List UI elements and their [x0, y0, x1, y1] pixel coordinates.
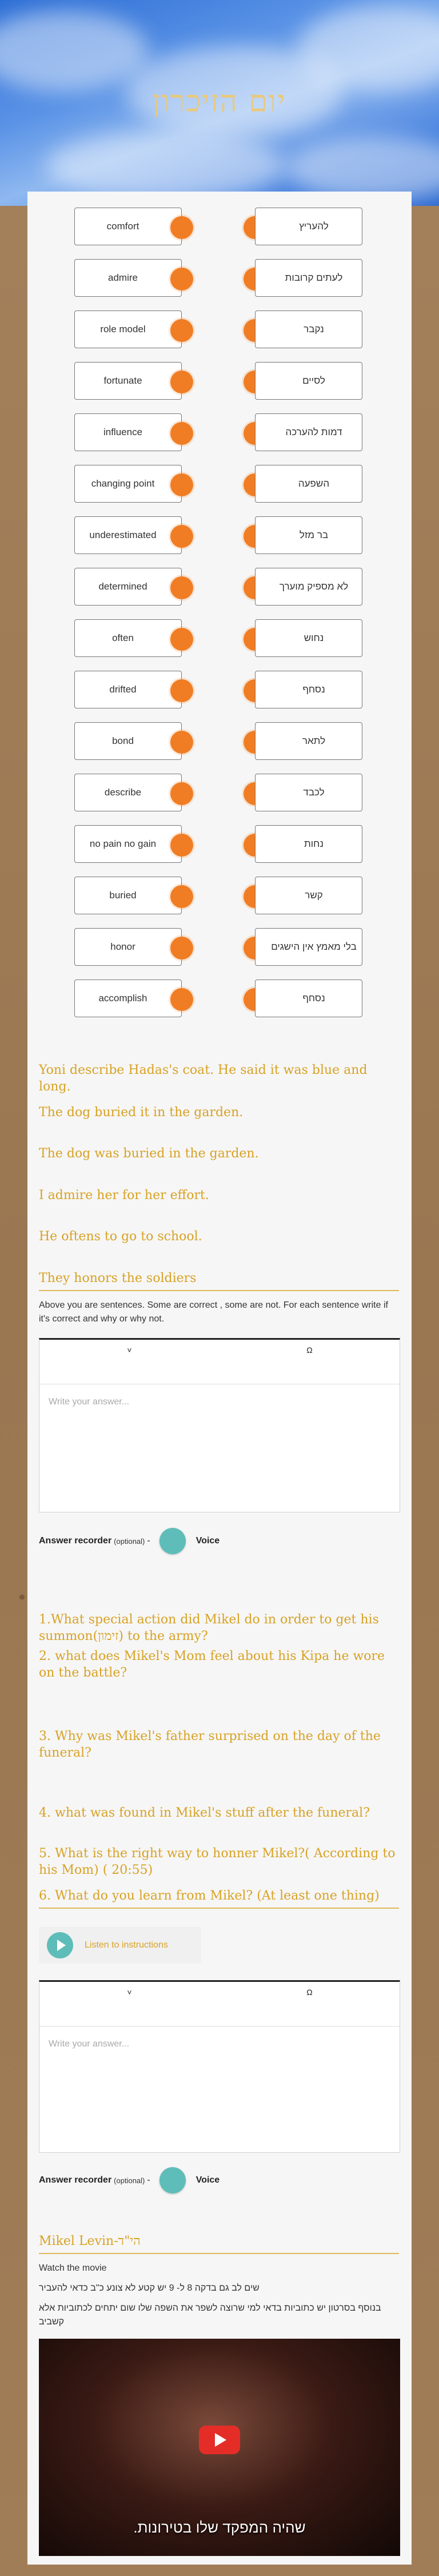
match-term-en[interactable]: admire [74, 259, 182, 297]
match-term-en[interactable]: bond [74, 722, 182, 760]
question-1: 1.What special action did Mikel do in order to get his summon(זימון) to the army? [39, 1613, 379, 1643]
match-term-en[interactable]: fortunate [74, 362, 182, 400]
match-term-he[interactable]: לעתים קרובות [255, 259, 362, 297]
sentence-3: The dog was buried in the garden. [39, 1146, 259, 1161]
answer-placeholder[interactable]: Write your answer... [49, 2039, 130, 2049]
match-term-en[interactable]: no pain no gain [74, 825, 182, 863]
match-term-en[interactable]: describe [74, 774, 182, 811]
voice-record-button[interactable] [159, 2167, 186, 2193]
answer-recorder-1: Answer recorder (optional) - Voice [39, 1528, 220, 1554]
match-term-he[interactable]: נחוש [255, 619, 362, 657]
sentence-2: The dog buried it in the garden. [39, 1105, 244, 1120]
match-row [27, 980, 412, 1021]
connector-dot-left[interactable] [170, 885, 193, 908]
match-row [27, 671, 412, 712]
sentence-5: He oftens to go to school. [39, 1229, 202, 1244]
movie-heading: Mikel Levin-הי"ד [39, 2233, 399, 2254]
voice-label: Voice [195, 1536, 220, 1546]
listen-instructions[interactable]: Listen to instructions [39, 1927, 201, 1964]
connector-dot-left[interactable] [170, 371, 193, 393]
movie-line-1: Watch the movie [39, 2263, 107, 2273]
match-row [27, 413, 412, 455]
movie-line-2: שים לב גם בדקה 8 ל- 9 יש קטע לא צונע כ"ב כדאי להעביר [39, 2283, 260, 2293]
match-term-he[interactable]: נחות [255, 825, 362, 863]
worksheet-card [27, 192, 412, 2565]
answer-placeholder[interactable]: Write your answer... [49, 1397, 130, 1407]
omega-icon[interactable]: Ω [306, 1988, 313, 1997]
match-row [27, 722, 412, 763]
editor-toolbar [39, 1340, 400, 1384]
match-term-en[interactable]: influence [74, 413, 182, 451]
video-player[interactable] [39, 2339, 400, 2556]
question-3: 3. Why was Mikel's father surprised on the day of the funeral? [39, 1729, 381, 1760]
match-term-he[interactable]: להעריץ [255, 208, 362, 245]
answer-box-2[interactable] [39, 1980, 400, 2153]
connector-dot-left[interactable] [170, 731, 193, 754]
match-row [27, 208, 412, 249]
match-term-he[interactable]: לכבד [255, 774, 362, 811]
match-row [27, 259, 412, 300]
sentence-1: Yoni describe Hadas's coat. He said it was blue and long. [39, 1063, 368, 1094]
match-row [27, 568, 412, 609]
voice-record-button[interactable] [159, 1528, 186, 1554]
question-4: 4. what was found in Mikel's stuff after the funeral? [39, 1806, 370, 1820]
connector-dot-left[interactable] [170, 576, 193, 599]
match-row [27, 825, 412, 866]
match-row [27, 619, 412, 660]
match-term-en[interactable]: buried [74, 877, 182, 914]
match-term-en[interactable]: accomplish [74, 980, 182, 1017]
match-term-he[interactable]: דמות להערכה [255, 413, 362, 451]
connector-dot-left[interactable] [170, 473, 193, 496]
match-term-en[interactable]: honor [74, 928, 182, 966]
match-term-he[interactable]: נסחף [255, 671, 362, 708]
video-subtitle: שהיה המפקד שלו בטירונות. [133, 2519, 306, 2536]
match-term-he[interactable]: לתאר [255, 722, 362, 760]
page-title: יום הזיכרון [153, 85, 286, 119]
sentence-4: I admire her for her effort. [39, 1188, 209, 1203]
match-row [27, 928, 412, 969]
connector-dot-left[interactable] [170, 782, 193, 805]
connector-dot-left[interactable] [170, 319, 193, 342]
match-term-en[interactable]: determined [74, 568, 182, 606]
match-term-he[interactable]: קשר [255, 877, 362, 914]
question-5: 5. What is the right way to honner Mikel?( According to his Mom) ( 20:55) [39, 1846, 396, 1877]
movie-line-3: בנוסף בסרטון יש כתוביות בדאי למי שרוצה לשפר את השפה שלו שום יתחים לכתוביות אלא קשביב [39, 2303, 381, 2327]
match-term-he[interactable]: בר מזל [255, 516, 362, 554]
match-row [27, 774, 412, 815]
question-6: 6. What do you learn from Mikel? (At least one thing) [39, 1888, 399, 1909]
match-row [27, 877, 412, 918]
match-term-he[interactable]: נסחף [255, 980, 362, 1017]
match-row [27, 310, 412, 352]
connector-dot-left[interactable] [170, 422, 193, 445]
match-row [27, 465, 412, 506]
dropdown-icon[interactable]: ˅ [127, 1345, 132, 1355]
match-term-he[interactable]: בלי מאמץ אין הישגים [255, 928, 362, 966]
match-term-en[interactable]: comfort [74, 208, 182, 245]
match-term-he[interactable]: לא מספיק מוערך [255, 568, 362, 606]
match-term-en[interactable]: changing point [74, 465, 182, 503]
match-row [27, 362, 412, 403]
match-term-he[interactable]: לסיים [255, 362, 362, 400]
connector-dot-left[interactable] [170, 988, 193, 1011]
play-icon[interactable] [47, 1932, 73, 1958]
editor-toolbar [39, 1982, 400, 2026]
match-term-en[interactable]: drifted [74, 671, 182, 708]
answer-recorder-2: Answer recorder (optional) - Voice [39, 2167, 220, 2193]
connector-dot-left[interactable] [170, 679, 193, 702]
match-term-he[interactable]: השפעה [255, 465, 362, 503]
question-2: 2. what does Mikel's Mom feel about his Kipa he wore on the battle? [39, 1649, 385, 1680]
match-term-en[interactable]: role model [74, 310, 182, 348]
dropdown-icon[interactable]: ˅ [127, 1988, 132, 1997]
omega-icon[interactable]: Ω [306, 1345, 313, 1355]
sentence-6: They honors the soldiers [39, 1270, 399, 1291]
connector-dot-left[interactable] [170, 628, 193, 651]
connector-dot-left[interactable] [170, 834, 193, 857]
connector-dot-left[interactable] [170, 216, 193, 239]
youtube-play-icon[interactable] [199, 2426, 240, 2454]
match-term-en[interactable]: underestimated [74, 516, 182, 554]
instructions-text: Above you are sentences. Some are correct , some are not. For each sentence write if it's correct and why or why not. [39, 1300, 388, 1324]
connector-dot-left[interactable] [170, 525, 193, 548]
hero-banner [0, 0, 439, 206]
connector-dot-left[interactable] [170, 937, 193, 959]
answer-box-1[interactable] [39, 1338, 400, 1512]
match-term-en[interactable]: often [74, 619, 182, 657]
match-row [27, 516, 412, 558]
connector-dot-left[interactable] [170, 268, 193, 290]
match-term-he[interactable]: נקבר [255, 310, 362, 348]
voice-label: Voice [195, 2175, 220, 2185]
